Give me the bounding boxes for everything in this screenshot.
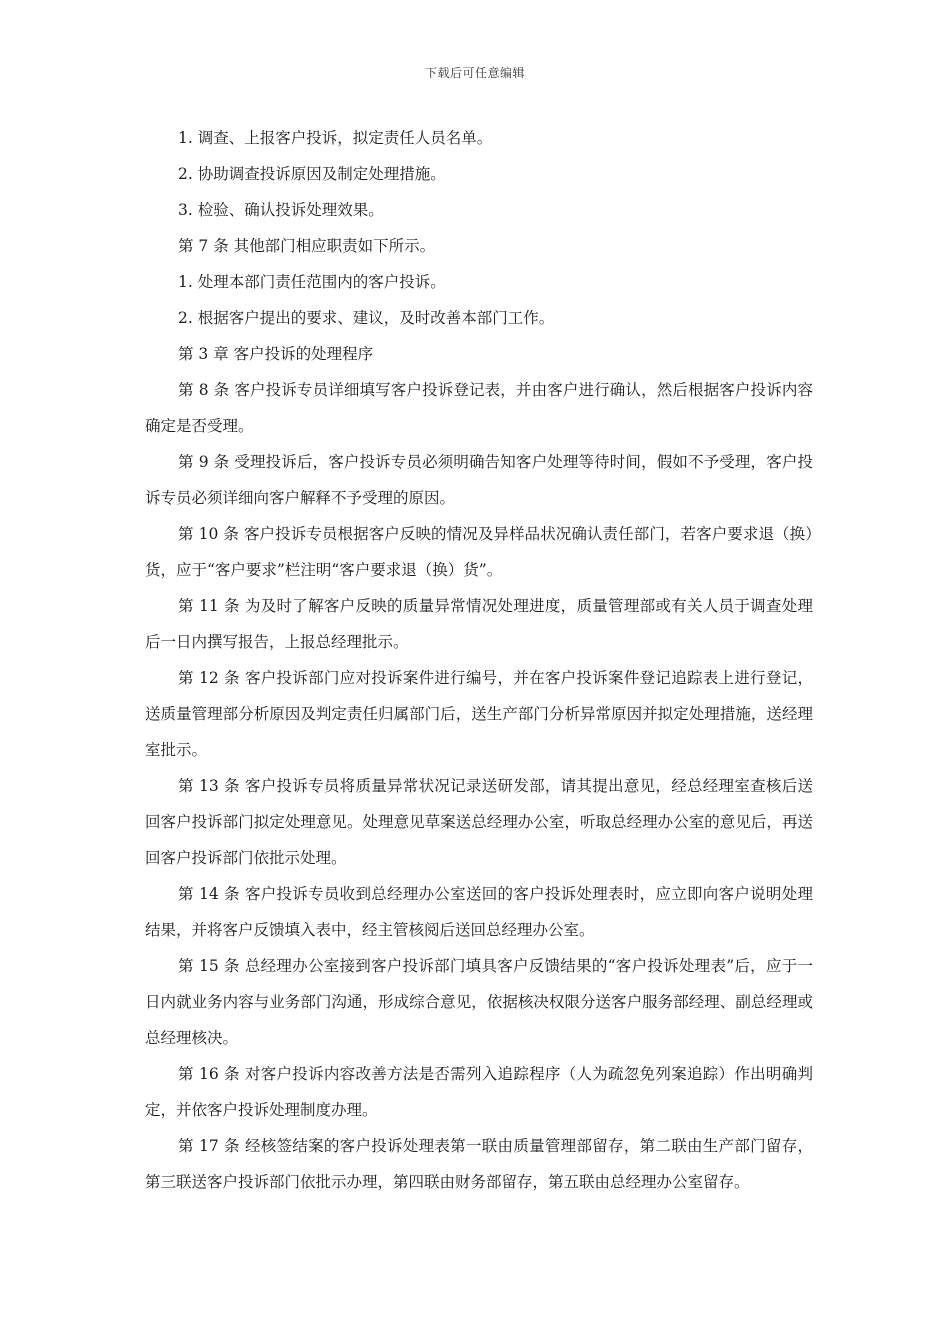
list-item-investigate: 1. 调查、上报客户投诉，拟定责任人员名单。 xyxy=(178,129,493,147)
document-body xyxy=(145,120,813,1200)
article-17: 第 17 条 经核签结案的客户投诉处理表第一联由质量管理部留存，第二联由生产部门留存，第三联送客户投诉部门依批示办理，第四联由财务部留存，第五联由总经理办公室留存。 xyxy=(145,1137,813,1191)
article-7: 第 7 条 其他部门相应职责如下所示。 xyxy=(178,237,436,255)
list-item-handle: 1. 处理本部门责任范围内的客户投诉。 xyxy=(178,273,446,291)
list-item-verify: 3. 检验、确认投诉处理效果。 xyxy=(178,201,384,219)
list-item-improve: 2. 根据客户提出的要求、建议，及时改善本部门工作。 xyxy=(178,309,555,327)
article-8: 第 8 条 客户投诉专员详细填写客户投诉登记表，并由客户进行确认，然后根据客户投诉内容确定是否受理。 xyxy=(145,381,813,435)
article-14: 第 14 条 客户投诉专员收到总经理办公室送回的客户投诉处理表时，应立即向客户说明处理结果，并将客户反馈填入表中，经主管核阅后送回总经理办公室。 xyxy=(145,885,813,939)
list-item-assist: 2. 协助调查投诉原因及制定处理措施。 xyxy=(178,165,446,183)
article-11: 第 11 条 为及时了解客户反映的质量异常情况处理进度，质量管理部或有关人员于调查处理后一日内撰写报告，上报总经理批示。 xyxy=(145,597,813,651)
page-header: 下载后可任意编辑 xyxy=(424,66,525,80)
article-12: 第 12 条 客户投诉部门应对投诉案件进行编号，并在客户投诉案件登记追踪表上进行登记，送质量管理部分析原因及判定责任归属部门后，送生产部门分析异常原因并拟定处理措施，送经理室批示。 xyxy=(145,669,813,759)
chapter-3-heading: 第 3 章 客户投诉的处理程序 xyxy=(178,345,374,363)
article-16: 第 16 条 对客户投诉内容改善方法是否需列入追踪程序（人为疏忽免列案追踪）作出明确判定，并依客户投诉处理制度办理。 xyxy=(145,1065,813,1119)
article-10: 第 10 条 客户投诉专员根据客户反映的情况及异样品状况确认责任部门，若客户要求退（换）货，应于“客户要求”栏注明“客户要求退（换）货”。 xyxy=(145,525,813,579)
article-13: 第 13 条 客户投诉专员将质量异常状况记录送研发部，请其提出意见，经总经理室查核后送回客户投诉部门拟定处理意见。处理意见草案送总经理办公室，听取总经理办公室的意见后，再送回客户投诉部门依批示处理。 xyxy=(145,777,813,867)
article-15: 第 15 条 总经理办公室接到客户投诉部门填具客户反馈结果的“客户投诉处理表”后，应于一日内就业务内容与业务部门沟通，形成综合意见，依据核决权限分送客户服务部经理、副总经理或总经理核决。 xyxy=(145,957,813,1047)
article-9: 第 9 条 受理投诉后，客户投诉专员必须明确告知客户处理等待时间，假如不予受理，客户投诉专员必须详细向客户解释不予受理的原因。 xyxy=(145,453,813,507)
